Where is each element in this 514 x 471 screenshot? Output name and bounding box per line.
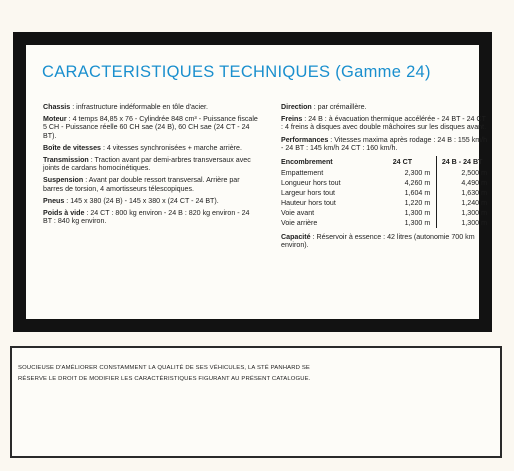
dimension-value-24ct: 2,300 m — [404, 169, 431, 178]
spec-text: : infrastructure indéformable en tôle d'acier. — [70, 103, 209, 111]
spec-engine — [43, 115, 258, 140]
spec-capacity — [281, 233, 489, 249]
disclaimer-panel — [10, 346, 502, 458]
spec-heading: Chassis — [43, 103, 71, 111]
table-row — [281, 188, 489, 198]
spec-heading: Poids à vide — [43, 209, 85, 218]
dimension-label: Largeur hors tout — [281, 189, 336, 198]
spec-heading: Transmission — [43, 156, 89, 165]
dimension-value-24ct: 1,220 m — [404, 199, 431, 208]
dimension-label: Voie avant — [281, 209, 315, 218]
spec-text: : Traction avant par demi-arbres transversaux avec joints de cardans homocinétiques. — [43, 156, 251, 173]
specs-title: CARACTERISTIQUES TECHNIQUES (Gamme 24) — [42, 63, 431, 81]
disclaimer-text: SOUCIEUSE D'AMÉLIORER CONSTAMMENT LA QUALITÉ DE SES VÉHICULES, LA STÉ PANHARD SE RÉSERVE LE DROIT DE MODIFIER LES CARACTÉRISTIQUES FIGURANT AU PRÉSENT CATALOGUE. — [18, 365, 311, 382]
spec-weight — [43, 209, 258, 225]
spec-suspension — [43, 176, 258, 192]
spec-gearbox — [43, 144, 258, 152]
spec-text: : Réservoir à essence : 42 litres (autonomie 700 km environ). — [281, 233, 475, 250]
spec-tyres — [43, 197, 258, 205]
spec-text: : 24 B : à évacuation thermique accélérée - 24 BT - 24 CT : 4 freins à disques avec double mâchoires sur les disques avant. — [281, 115, 487, 132]
spec-text: : Vitesses maxima après rodage : 24 B : 155 km/h - 24 BT : 145 km/h 24 CT : 160 km/h. — [281, 135, 488, 152]
spec-text: : 24 CT : 800 kg environ - 24 B : 820 kg environ - 24 BT : 840 kg environ. — [43, 209, 250, 226]
dimension-value-24b: 1,300 m — [436, 208, 489, 218]
spec-heading: Pneus — [43, 196, 65, 205]
dimensions-heading: Encombrement — [281, 158, 333, 167]
table-row — [281, 178, 489, 188]
dimension-value-24ct: 4,260 m — [404, 179, 431, 188]
dimension-value-24b: 4,490 m — [436, 178, 489, 188]
table-row — [281, 208, 489, 218]
dimension-label: Longueur hors tout — [281, 179, 341, 188]
spec-text: : 4 vitesses synchronisées + marche arrière. — [100, 143, 242, 152]
spec-text: : Avant par double ressort transversal. Arrière par barres de torsion, 4 amortisseurs télescopiques. — [43, 176, 240, 193]
dimension-label: Voie arrière — [281, 219, 318, 228]
spec-heading: Performances — [281, 135, 329, 144]
specs-right-column — [281, 103, 489, 253]
dimensions-table — [281, 156, 489, 228]
dimension-label: Empattement — [281, 169, 324, 178]
spec-steering — [281, 103, 489, 111]
dimension-value-24ct: 1,604 m — [404, 189, 431, 198]
spec-text: : 145 x 380 (24 B) - 145 x 380 x (24 CT - 24 BT). — [64, 196, 219, 205]
dimension-value-24ct: 1,300 m — [404, 219, 431, 228]
table-row — [281, 198, 489, 208]
spec-heading: Freins — [281, 115, 303, 124]
dimension-label: Hauteur hors tout — [281, 199, 336, 208]
dimension-value-24b: 1,300 m — [436, 218, 489, 228]
spec-heading: Boîte de vitesses — [43, 143, 101, 152]
dimensions-header-row — [281, 156, 489, 168]
dimension-value-24ct: 1,300 m — [404, 209, 431, 218]
spec-text: : par crémaillère. — [311, 103, 367, 111]
dimensions-col-24b-24bt: 24 B - 24 BT — [436, 156, 489, 168]
spec-chassis — [43, 103, 258, 111]
spec-performance — [281, 136, 489, 152]
spec-heading: Capacité — [281, 233, 311, 242]
spec-transmission — [43, 156, 258, 172]
dimensions-col-24ct: 24 CT — [392, 158, 413, 167]
spec-text: : 4 temps 84,85 x 76 - Cylindrée 848 cm³ - Puissance fiscale 5 CH - Puissance réelle 60 CH sae (24 B), 60 CH sae (24 CT - 24 BT). — [43, 115, 258, 140]
dimension-value-24b: 1,240 m — [436, 198, 489, 208]
table-row — [281, 168, 489, 178]
specs-left-column — [43, 103, 258, 229]
spec-heading: Moteur — [43, 115, 67, 124]
table-row — [281, 218, 489, 228]
spec-heading: Suspension — [43, 176, 84, 185]
technical-specs-panel — [13, 32, 492, 332]
dimension-value-24b: 1,630 m — [436, 188, 489, 198]
dimension-value-24b: 2,500 m — [436, 168, 489, 178]
spec-brakes — [281, 115, 489, 131]
spec-heading: Direction — [281, 103, 312, 111]
